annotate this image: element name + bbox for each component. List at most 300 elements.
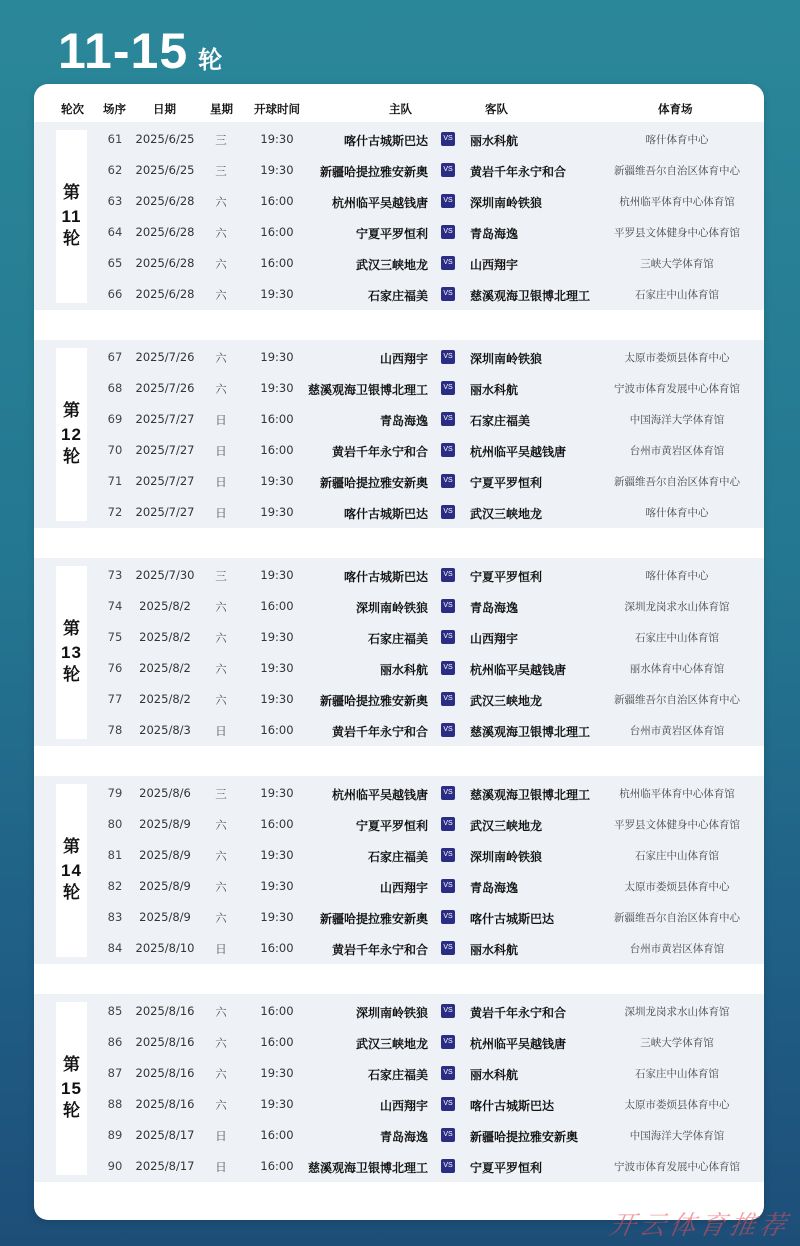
venue: 台州市黄岩区体育馆 — [629, 943, 725, 955]
table-row — [34, 1120, 764, 1151]
round-section — [34, 340, 764, 528]
venue: 太原市娄烦县体育中心 — [624, 1099, 730, 1111]
match-kickoff: 16:00 — [260, 1035, 294, 1049]
match-number: 66 — [107, 287, 123, 301]
match-weekday: 六 — [215, 226, 227, 240]
table-row — [34, 902, 764, 933]
page-title — [58, 22, 222, 80]
table-row — [34, 1089, 764, 1120]
vs-badge-icon: VS — [441, 132, 455, 146]
round-label-suffix: 轮 — [63, 447, 80, 467]
vs-badge-icon: VS — [441, 630, 455, 644]
round-section — [34, 776, 764, 964]
match-weekday: 六 — [215, 1036, 227, 1050]
away-team: 青岛海逸 — [470, 601, 519, 615]
round-label-number: 14 — [61, 861, 82, 880]
table-row — [34, 342, 764, 373]
away-team: 宁夏平罗恒利 — [470, 570, 543, 584]
away-team: 丽水科航 — [470, 383, 519, 397]
venue: 喀什体育中心 — [645, 507, 709, 519]
match-date: 2025/8/3 — [139, 723, 191, 737]
match-kickoff: 19:30 — [260, 350, 294, 364]
home-team: 石家庄福美 — [367, 632, 428, 646]
match-weekday: 六 — [215, 1005, 227, 1019]
away-team: 杭州临平吴越钱唐 — [470, 1037, 567, 1051]
match-kickoff: 19:30 — [260, 287, 294, 301]
table-header — [34, 98, 764, 120]
away-team: 丽水科航 — [470, 1068, 519, 1082]
home-team: 山西翔宇 — [379, 352, 428, 366]
match-kickoff: 19:30 — [260, 381, 294, 395]
away-team: 慈溪观海卫银博北理工 — [470, 289, 591, 303]
match-date: 2025/8/2 — [139, 661, 191, 675]
vs-badge-icon: VS — [441, 505, 455, 519]
round-label-suffix: 轮 — [63, 229, 80, 249]
match-number: 69 — [107, 412, 123, 426]
table-row — [34, 373, 764, 404]
home-team: 慈溪观海卫银博北理工 — [307, 383, 428, 397]
match-number: 90 — [107, 1159, 123, 1173]
match-weekday: 六 — [215, 382, 227, 396]
table-row — [34, 124, 764, 155]
home-team: 深圳南岭铁狼 — [355, 1006, 428, 1020]
venue: 喀什体育中心 — [645, 570, 709, 582]
vs-badge-icon: VS — [441, 225, 455, 239]
vs-badge-icon: VS — [441, 817, 455, 831]
match-weekday: 日 — [215, 942, 227, 956]
match-weekday: 六 — [215, 351, 227, 365]
venue: 平罗县文体健身中心体育馆 — [614, 227, 740, 239]
home-team: 青岛海逸 — [379, 414, 428, 428]
match-weekday: 三 — [215, 569, 227, 583]
table-row — [34, 933, 764, 964]
match-date: 2025/8/17 — [135, 1128, 195, 1142]
venue: 石家庄中山体育馆 — [635, 850, 719, 862]
vs-badge-icon: VS — [441, 661, 455, 675]
match-number: 84 — [107, 941, 123, 955]
table-row — [34, 1151, 764, 1182]
match-number: 78 — [107, 723, 123, 737]
round-section — [34, 558, 764, 746]
venue: 中国海洋大学体育馆 — [629, 414, 725, 426]
table-row — [34, 279, 764, 310]
vs-badge-icon: VS — [441, 381, 455, 395]
match-number: 65 — [107, 256, 123, 270]
home-team: 宁夏平罗恒利 — [355, 819, 428, 833]
home-team: 喀什古城斯巴达 — [343, 570, 428, 584]
round-unit: 轮 — [198, 46, 223, 74]
vs-badge-icon: VS — [441, 910, 455, 924]
header-kickoff: 开球时间 — [254, 102, 300, 116]
match-weekday: 六 — [215, 631, 227, 645]
match-number: 71 — [107, 474, 123, 488]
vs-badge-icon: VS — [441, 1097, 455, 1111]
match-weekday: 六 — [215, 911, 227, 925]
vs-badge-icon: VS — [441, 1004, 455, 1018]
venue: 三峡大学体育馆 — [640, 1037, 714, 1049]
match-date: 2025/8/9 — [139, 879, 191, 893]
home-team: 新疆哈提拉雅安新奥 — [319, 476, 428, 490]
header-round: 轮次 — [61, 102, 84, 116]
match-date: 2025/6/28 — [135, 194, 195, 208]
match-weekday: 日 — [215, 506, 227, 520]
match-date: 2025/8/16 — [135, 1066, 195, 1080]
match-date: 2025/6/28 — [135, 225, 195, 239]
match-number: 64 — [107, 225, 123, 239]
table-row — [34, 778, 764, 809]
match-weekday: 六 — [215, 849, 227, 863]
match-date: 2025/8/10 — [135, 941, 195, 955]
vs-badge-icon: VS — [441, 1066, 455, 1080]
venue: 新疆维吾尔自治区体育中心 — [614, 912, 740, 924]
match-number: 72 — [107, 505, 123, 519]
match-date: 2025/8/9 — [139, 848, 191, 862]
home-team: 石家庄福美 — [367, 1068, 428, 1082]
away-team: 宁夏平罗恒利 — [470, 476, 543, 490]
match-date: 2025/7/26 — [135, 381, 195, 395]
match-weekday: 六 — [215, 880, 227, 894]
table-row — [34, 871, 764, 902]
home-team: 黄岩千年永宁和合 — [331, 725, 428, 739]
vs-badge-icon: VS — [441, 1035, 455, 1049]
match-number: 89 — [107, 1128, 123, 1142]
header-home: 主队 — [389, 102, 412, 116]
match-date: 2025/7/27 — [135, 505, 195, 519]
round-label-number: 12 — [61, 425, 82, 444]
round-label-number: 11 — [61, 207, 82, 226]
schedule-card — [34, 84, 764, 1220]
away-team: 山西翔宇 — [470, 258, 519, 272]
watermark: 开云体育推荐 — [606, 1211, 793, 1241]
away-team: 宁夏平罗恒利 — [470, 1161, 543, 1175]
home-team: 深圳南岭铁狼 — [355, 601, 428, 615]
vs-badge-icon: VS — [441, 350, 455, 364]
away-team: 深圳南岭铁狼 — [470, 196, 543, 210]
match-kickoff: 16:00 — [260, 443, 294, 457]
match-kickoff: 19:30 — [260, 661, 294, 675]
venue: 丽水体育中心体育馆 — [629, 663, 725, 675]
home-team: 山西翔宇 — [379, 881, 428, 895]
match-kickoff: 16:00 — [260, 1159, 294, 1173]
table-row — [34, 715, 764, 746]
match-weekday: 六 — [215, 1098, 227, 1112]
round-label-prefix: 第 — [63, 1055, 80, 1075]
match-date: 2025/8/6 — [139, 786, 191, 800]
home-team: 喀什古城斯巴达 — [343, 507, 428, 521]
match-weekday: 日 — [215, 724, 227, 738]
away-team: 喀什古城斯巴达 — [470, 1099, 555, 1113]
match-weekday: 六 — [215, 600, 227, 614]
match-date: 2025/6/25 — [135, 163, 195, 177]
venue: 石家庄中山体育馆 — [635, 289, 719, 301]
match-number: 85 — [107, 1004, 123, 1018]
venue: 深圳龙岗求水山体育馆 — [624, 1006, 730, 1018]
venue: 新疆维吾尔自治区体育中心 — [614, 476, 740, 488]
away-team: 新疆哈提拉雅安新奥 — [470, 1130, 579, 1144]
home-team: 青岛海逸 — [379, 1130, 428, 1144]
vs-badge-icon: VS — [441, 786, 455, 800]
vs-badge-icon: VS — [441, 568, 455, 582]
match-kickoff: 19:30 — [260, 1066, 294, 1080]
home-team: 新疆哈提拉雅安新奥 — [319, 912, 428, 926]
venue: 台州市黄岩区体育馆 — [629, 725, 725, 737]
match-kickoff: 16:00 — [260, 599, 294, 613]
table-row — [34, 497, 764, 528]
table-row — [34, 155, 764, 186]
away-team: 青岛海逸 — [470, 881, 519, 895]
match-weekday: 日 — [215, 1160, 227, 1174]
home-team: 山西翔宇 — [379, 1099, 428, 1113]
away-team: 黄岩千年永宁和合 — [470, 165, 567, 179]
match-kickoff: 19:30 — [260, 786, 294, 800]
match-date: 2025/8/2 — [139, 630, 191, 644]
match-number: 73 — [107, 568, 123, 582]
vs-badge-icon: VS — [441, 723, 455, 737]
venue: 杭州临平体育中心体育馆 — [619, 196, 735, 208]
venue: 深圳龙岗求水山体育馆 — [624, 601, 730, 613]
table-row — [34, 466, 764, 497]
venue: 新疆维吾尔自治区体育中心 — [614, 165, 740, 177]
round-label-prefix: 第 — [63, 837, 80, 857]
home-team: 黄岩千年永宁和合 — [331, 445, 428, 459]
match-date: 2025/7/27 — [135, 412, 195, 426]
match-kickoff: 19:30 — [260, 692, 294, 706]
match-number: 87 — [107, 1066, 123, 1080]
table-row — [34, 248, 764, 279]
match-number: 67 — [107, 350, 123, 364]
match-kickoff: 19:30 — [260, 630, 294, 644]
venue: 平罗县文体健身中心体育馆 — [614, 819, 740, 831]
table-row — [34, 404, 764, 435]
vs-badge-icon: VS — [441, 941, 455, 955]
match-weekday: 三 — [215, 164, 227, 178]
match-kickoff: 19:30 — [260, 568, 294, 582]
table-row — [34, 217, 764, 248]
venue: 杭州临平体育中心体育馆 — [619, 788, 735, 800]
match-number: 80 — [107, 817, 123, 831]
home-team: 宁夏平罗恒利 — [355, 227, 428, 241]
match-kickoff: 16:00 — [260, 941, 294, 955]
round-label-suffix: 轮 — [63, 883, 80, 903]
header-date: 日期 — [153, 102, 176, 116]
match-number: 68 — [107, 381, 123, 395]
vs-badge-icon: VS — [441, 1128, 455, 1142]
match-number: 75 — [107, 630, 123, 644]
match-date: 2025/7/26 — [135, 350, 195, 364]
vs-badge-icon: VS — [441, 256, 455, 270]
match-number: 79 — [107, 786, 123, 800]
away-team: 丽水科航 — [470, 943, 519, 957]
home-team: 黄岩千年永宁和合 — [331, 943, 428, 957]
table-row — [34, 1058, 764, 1089]
table-row — [34, 684, 764, 715]
round-label-number: 13 — [61, 643, 82, 662]
round-label-number: 15 — [61, 1079, 82, 1098]
match-weekday: 三 — [215, 133, 227, 147]
away-team: 武汉三峡地龙 — [470, 507, 543, 521]
table-row — [34, 1027, 764, 1058]
match-number: 63 — [107, 194, 123, 208]
match-number: 82 — [107, 879, 123, 893]
match-date: 2025/8/2 — [139, 599, 191, 613]
match-kickoff: 16:00 — [260, 225, 294, 239]
vs-badge-icon: VS — [441, 287, 455, 301]
home-team: 慈溪观海卫银博北理工 — [307, 1161, 428, 1175]
table-row — [34, 591, 764, 622]
match-kickoff: 19:30 — [260, 163, 294, 177]
match-date: 2025/8/16 — [135, 1035, 195, 1049]
match-number: 74 — [107, 599, 123, 613]
match-kickoff: 16:00 — [260, 1128, 294, 1142]
away-team: 黄岩千年永宁和合 — [470, 1006, 567, 1020]
match-date: 2025/7/27 — [135, 443, 195, 457]
vs-badge-icon: VS — [441, 194, 455, 208]
match-kickoff: 19:30 — [260, 132, 294, 146]
match-weekday: 六 — [215, 693, 227, 707]
venue: 太原市娄烦县体育中心 — [624, 352, 730, 364]
match-weekday: 日 — [215, 475, 227, 489]
vs-badge-icon: VS — [441, 443, 455, 457]
venue: 新疆维吾尔自治区体育中心 — [614, 694, 740, 706]
away-team: 杭州临平吴越钱唐 — [470, 445, 567, 459]
match-date: 2025/8/17 — [135, 1159, 195, 1173]
match-date: 2025/7/30 — [135, 568, 195, 582]
match-weekday: 日 — [215, 444, 227, 458]
home-team: 杭州临平吴越钱唐 — [331, 196, 428, 210]
table-row — [34, 840, 764, 871]
match-number: 88 — [107, 1097, 123, 1111]
match-weekday: 六 — [215, 1067, 227, 1081]
home-team: 喀什古城斯巴达 — [343, 134, 428, 148]
match-date: 2025/8/9 — [139, 817, 191, 831]
match-number: 76 — [107, 661, 123, 675]
vs-badge-icon: VS — [441, 848, 455, 862]
match-kickoff: 19:30 — [260, 505, 294, 519]
match-kickoff: 16:00 — [260, 194, 294, 208]
home-team: 杭州临平吴越钱唐 — [331, 788, 428, 802]
venue: 三峡大学体育馆 — [640, 258, 714, 270]
match-date: 2025/7/27 — [135, 474, 195, 488]
home-team: 武汉三峡地龙 — [355, 258, 428, 272]
home-team: 新疆哈提拉雅安新奥 — [319, 694, 428, 708]
away-team: 慈溪观海卫银博北理工 — [470, 788, 591, 802]
match-date: 2025/8/2 — [139, 692, 191, 706]
match-kickoff: 16:00 — [260, 256, 294, 270]
match-number: 70 — [107, 443, 123, 457]
match-kickoff: 19:30 — [260, 910, 294, 924]
match-kickoff: 19:30 — [260, 879, 294, 893]
match-date: 2025/8/16 — [135, 1004, 195, 1018]
home-team: 石家庄福美 — [367, 289, 428, 303]
away-team: 杭州临平吴越钱唐 — [470, 663, 567, 677]
home-team: 武汉三峡地龙 — [355, 1037, 428, 1051]
match-weekday: 日 — [215, 1129, 227, 1143]
match-date: 2025/6/28 — [135, 256, 195, 270]
venue: 中国海洋大学体育馆 — [629, 1130, 725, 1142]
venue: 石家庄中山体育馆 — [635, 1068, 719, 1080]
header-match-no: 场序 — [103, 102, 126, 116]
match-weekday: 六 — [215, 288, 227, 302]
home-team: 新疆哈提拉雅安新奥 — [319, 165, 428, 179]
venue: 宁波市体育发展中心体育馆 — [614, 1161, 740, 1173]
match-weekday: 六 — [215, 818, 227, 832]
venue: 石家庄中山体育馆 — [635, 632, 719, 644]
round-label-prefix: 第 — [63, 401, 80, 421]
round-label-prefix: 第 — [63, 619, 80, 639]
round-label-suffix: 轮 — [63, 665, 80, 685]
vs-badge-icon: VS — [441, 1159, 455, 1173]
table-row — [34, 653, 764, 684]
match-weekday: 六 — [215, 195, 227, 209]
table-row — [34, 809, 764, 840]
away-team: 青岛海逸 — [470, 227, 519, 241]
venue: 太原市娄烦县体育中心 — [624, 881, 730, 893]
match-kickoff: 16:00 — [260, 1004, 294, 1018]
venue: 台州市黄岩区体育馆 — [629, 445, 725, 457]
away-team: 喀什古城斯巴达 — [470, 912, 555, 926]
vs-badge-icon: VS — [441, 879, 455, 893]
home-team: 石家庄福美 — [367, 850, 428, 864]
away-team: 武汉三峡地龙 — [470, 694, 543, 708]
away-team: 武汉三峡地龙 — [470, 819, 543, 833]
match-kickoff: 16:00 — [260, 817, 294, 831]
away-team: 深圳南岭铁狼 — [470, 352, 543, 366]
table-row — [34, 560, 764, 591]
round-label-suffix: 轮 — [63, 1101, 80, 1121]
table-row — [34, 186, 764, 217]
match-number: 81 — [107, 848, 123, 862]
away-team: 丽水科航 — [470, 134, 519, 148]
away-team: 慈溪观海卫银博北理工 — [470, 725, 591, 739]
table-row — [34, 435, 764, 466]
table-row — [34, 622, 764, 653]
vs-badge-icon: VS — [441, 474, 455, 488]
match-date: 2025/6/25 — [135, 132, 195, 146]
away-team: 山西翔宇 — [470, 632, 519, 646]
round-section — [34, 122, 764, 310]
match-weekday: 日 — [215, 413, 227, 427]
vs-badge-icon: VS — [441, 412, 455, 426]
table-row — [34, 996, 764, 1027]
match-weekday: 六 — [215, 257, 227, 271]
venue: 宁波市体育发展中心体育馆 — [614, 383, 740, 395]
venue: 喀什体育中心 — [645, 134, 709, 146]
match-number: 83 — [107, 910, 123, 924]
round-label-prefix: 第 — [63, 183, 80, 203]
match-number: 77 — [107, 692, 123, 706]
header-weekday: 星期 — [210, 102, 233, 116]
round-section — [34, 994, 764, 1182]
match-weekday: 三 — [215, 787, 227, 801]
vs-badge-icon: VS — [441, 163, 455, 177]
header-away: 客队 — [485, 102, 508, 116]
home-team: 丽水科航 — [379, 663, 428, 677]
away-team: 石家庄福美 — [470, 414, 531, 428]
match-kickoff: 19:30 — [260, 848, 294, 862]
match-date: 2025/6/28 — [135, 287, 195, 301]
match-kickoff: 19:30 — [260, 474, 294, 488]
match-kickoff: 19:30 — [260, 1097, 294, 1111]
header-venue: 体育场 — [658, 102, 693, 116]
match-number: 62 — [107, 163, 123, 177]
away-team: 深圳南岭铁狼 — [470, 850, 543, 864]
match-number: 61 — [107, 132, 123, 146]
round-range: 11-15 — [58, 23, 189, 79]
match-kickoff: 16:00 — [260, 723, 294, 737]
match-kickoff: 16:00 — [260, 412, 294, 426]
match-date: 2025/8/9 — [139, 910, 191, 924]
match-date: 2025/8/16 — [135, 1097, 195, 1111]
